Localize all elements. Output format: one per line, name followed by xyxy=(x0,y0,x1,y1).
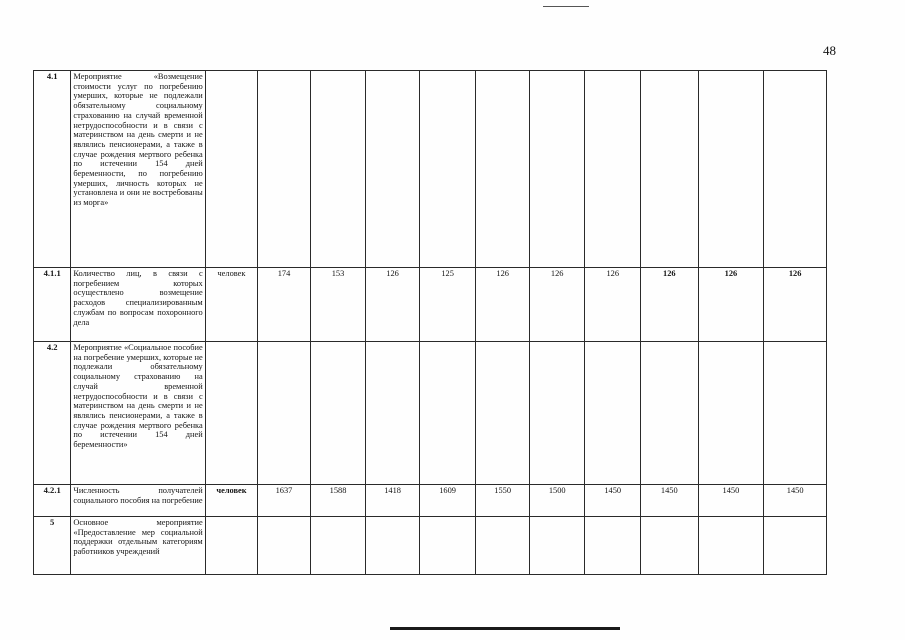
row-value: 1550 xyxy=(476,485,530,517)
row-unit: человек xyxy=(205,485,258,517)
row-value: 126 xyxy=(698,268,764,342)
row-value xyxy=(529,342,585,485)
row-unit xyxy=(205,517,258,575)
table-row xyxy=(34,485,827,517)
row-value: 126 xyxy=(366,268,420,342)
row-value xyxy=(476,342,530,485)
row-description: Основное мероприятие «Предоставление мер социальной поддержки отдельным категориям работников учреждений xyxy=(71,517,205,575)
row-value: 126 xyxy=(476,268,530,342)
row-value xyxy=(310,342,366,485)
row-value: 174 xyxy=(258,268,311,342)
row-value: 1450 xyxy=(764,485,827,517)
row-value xyxy=(258,71,311,268)
row-description: Численность получателей социального пособия на погребение xyxy=(71,485,205,517)
row-value xyxy=(764,342,827,485)
row-value xyxy=(258,517,311,575)
table-row xyxy=(34,268,827,342)
row-description: Количество лиц, в связи с погребением которых осуществлено возмещение расходов специализированным службам по вопросам похоронного дела xyxy=(71,268,205,342)
row-code: 4.2.1 xyxy=(34,485,71,517)
row-value: 1418 xyxy=(366,485,420,517)
row-value xyxy=(419,342,476,485)
row-unit xyxy=(205,342,258,485)
row-value: 126 xyxy=(641,268,699,342)
row-value xyxy=(641,71,699,268)
row-value: 1588 xyxy=(310,485,366,517)
indicators-table xyxy=(33,70,827,575)
row-value: 1500 xyxy=(529,485,585,517)
row-value xyxy=(585,517,641,575)
row-value: 126 xyxy=(529,268,585,342)
row-value xyxy=(366,517,420,575)
row-value xyxy=(585,342,641,485)
table-row xyxy=(34,342,827,485)
table-row xyxy=(34,71,827,268)
row-value: 1609 xyxy=(419,485,476,517)
top-scan-mark xyxy=(543,6,589,7)
row-value: 1450 xyxy=(698,485,764,517)
page-number: 48 xyxy=(823,43,836,58)
row-value xyxy=(310,517,366,575)
row-unit xyxy=(205,71,258,268)
row-value: 1637 xyxy=(258,485,311,517)
row-value xyxy=(764,517,827,575)
row-value xyxy=(641,517,699,575)
row-value xyxy=(764,71,827,268)
row-value xyxy=(698,71,764,268)
row-code: 4.1.1 xyxy=(34,268,71,342)
row-value: 126 xyxy=(764,268,827,342)
row-value: 1450 xyxy=(641,485,699,517)
row-description: Мероприятие «Возмещение стоимости услуг по погребению умерших, которые не подлежали обязательному социальному страхованию на случай временной нетрудоспособности и в связи с материнством на день смерти и не являлись пенсионерами, а также в случае рождения мертвого ребенка по истечении 154 дней беременности, по погребению умерших, личность которых не установлена и они не востребованы из морга» xyxy=(71,71,205,268)
row-value xyxy=(366,71,420,268)
row-value: 126 xyxy=(585,268,641,342)
row-value xyxy=(698,517,764,575)
row-value: 153 xyxy=(310,268,366,342)
row-code: 4.2 xyxy=(34,342,71,485)
row-value: 125 xyxy=(419,268,476,342)
row-value xyxy=(419,517,476,575)
row-value xyxy=(641,342,699,485)
row-value xyxy=(366,342,420,485)
row-value xyxy=(476,517,530,575)
row-value xyxy=(419,71,476,268)
row-value xyxy=(529,71,585,268)
row-value xyxy=(476,71,530,268)
row-value xyxy=(258,342,311,485)
row-value xyxy=(585,71,641,268)
row-code: 4.1 xyxy=(34,71,71,268)
row-value xyxy=(698,342,764,485)
bottom-scan-bar xyxy=(390,627,620,630)
row-value xyxy=(310,71,366,268)
row-value xyxy=(529,517,585,575)
row-code: 5 xyxy=(34,517,71,575)
row-unit: человек xyxy=(205,268,258,342)
row-description: Мероприятие «Социальное пособие на погребение умерших, которые не подлежали обязательному социальному страхованию на случай временной нетрудоспособности и в связи с материнством на день смерти и не являлись пенсионерами, а также в случае рождения мертвого ребенка по истечении 154 дней беременности» xyxy=(71,342,205,485)
row-value: 1450 xyxy=(585,485,641,517)
table-row xyxy=(34,517,827,575)
